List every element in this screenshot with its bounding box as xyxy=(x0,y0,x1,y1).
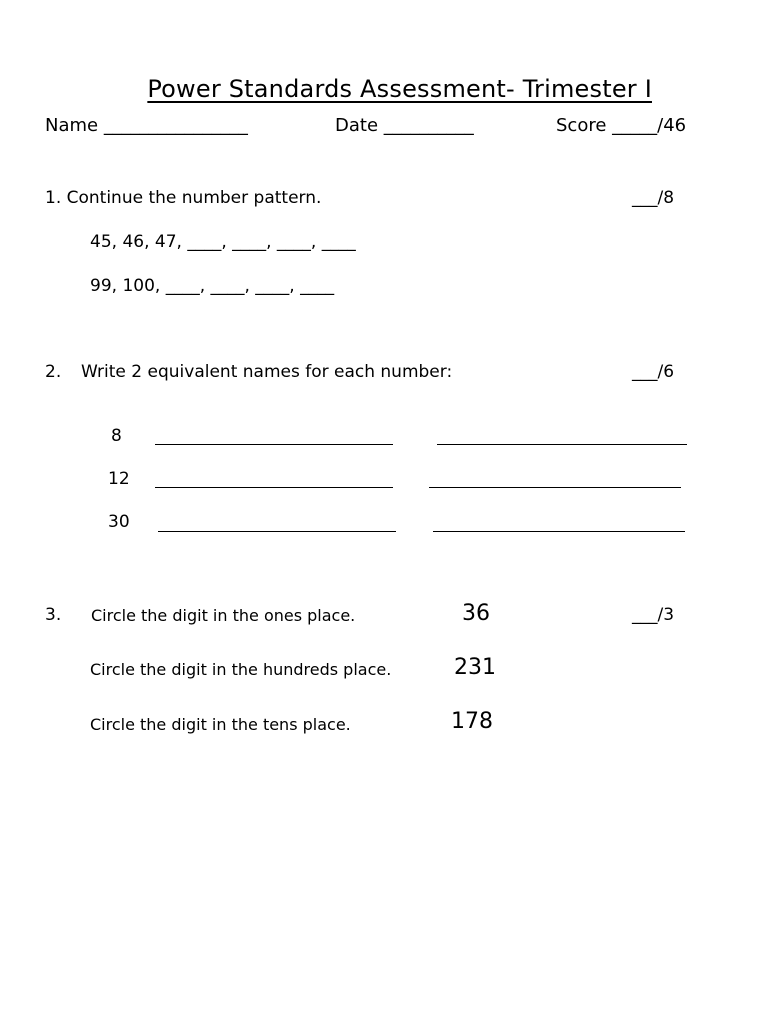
date-field-label: Date __________ xyxy=(335,115,474,136)
place-value-prompt-ones: Circle the digit in the ones place. xyxy=(91,606,356,625)
answer-line xyxy=(433,531,685,532)
worksheet-title-text: Power Standards Assessment- Trimester I xyxy=(147,75,652,103)
place-value-number-36: 36 xyxy=(462,601,490,626)
place-value-number-178: 178 xyxy=(451,709,493,734)
question-1-points: ___/8 xyxy=(632,188,675,208)
equivalent-number-30: 30 xyxy=(108,512,130,532)
place-value-number-231: 231 xyxy=(454,655,496,680)
place-value-prompt-tens: Circle the digit in the tens place. xyxy=(90,715,351,734)
place-value-prompt-hundreds: Circle the digit in the hundreds place. xyxy=(90,660,392,679)
question-1-prompt: 1. Continue the number pattern. xyxy=(45,188,322,208)
number-pattern-row-1: 45, 46, 47, ____, ____, ____, ____ xyxy=(90,232,356,252)
question-2-points: ___/6 xyxy=(632,362,675,382)
question-3-points: ___/3 xyxy=(632,605,675,625)
equivalent-number-8: 8 xyxy=(111,426,122,446)
question-3-number: 3. xyxy=(45,605,62,625)
question-2-number: 2. xyxy=(45,362,62,382)
score-field-label: Score _____/46 xyxy=(556,115,687,136)
answer-line xyxy=(158,531,396,532)
answer-line xyxy=(155,444,393,445)
answer-line xyxy=(429,487,681,488)
equivalent-number-12: 12 xyxy=(108,469,130,489)
question-2-prompt: Write 2 equivalent names for each number: xyxy=(81,362,453,382)
name-field-label: Name ________________ xyxy=(45,115,248,136)
number-pattern-row-2: 99, 100, ____, ____, ____, ____ xyxy=(90,276,335,296)
answer-line xyxy=(437,444,687,445)
answer-line xyxy=(155,487,393,488)
